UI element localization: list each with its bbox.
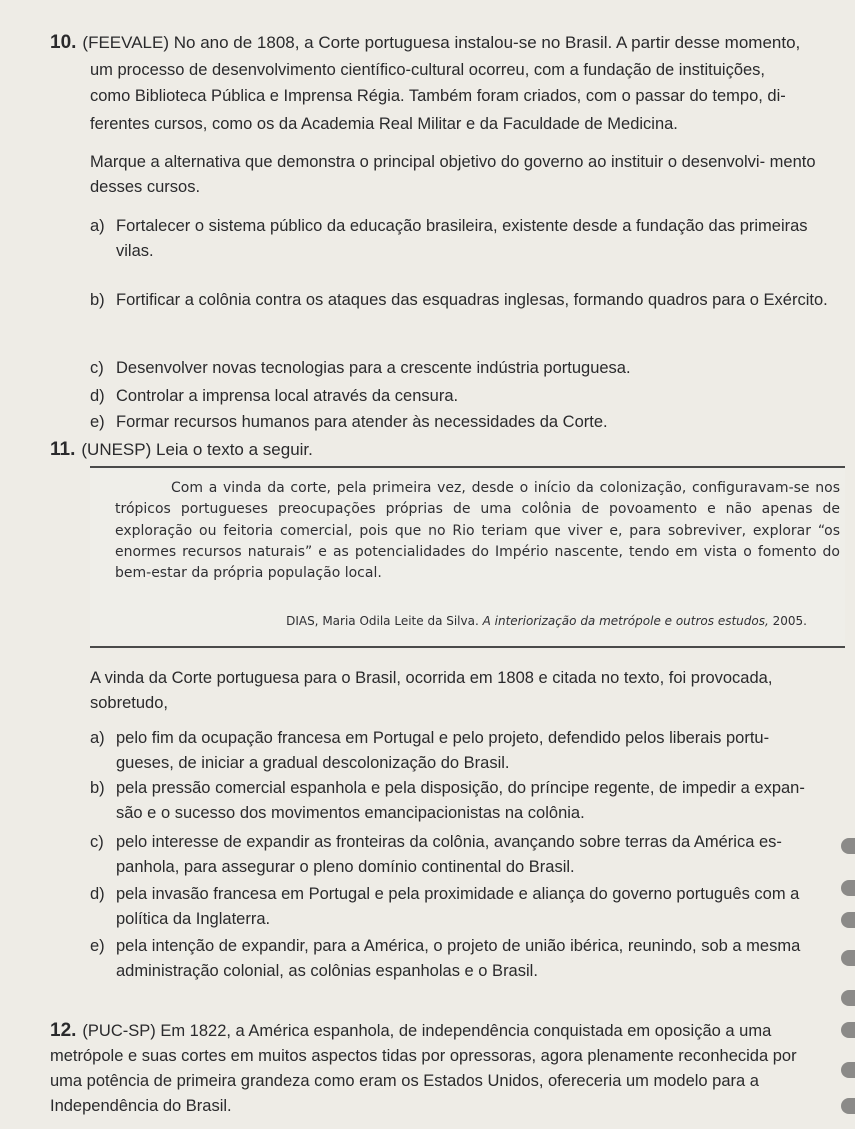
- option-a[interactable]: [90, 214, 845, 264]
- option-text: Desenvolver novas tecnologias para a crescente indústria portuguesa.: [116, 359, 631, 377]
- option-text: pela invasão francesa em Portugal e pela proximidade e aliança do governo português com a política da Inglaterra.: [116, 885, 800, 928]
- binding-mark: [841, 1062, 855, 1078]
- option-c[interactable]: [90, 830, 830, 880]
- quote-text: Com a vinda da corte, pela primeira vez, desde o início da colonização, configuravam-se nos trópicos portugueses preocupações próprias de uma colônia de povoamento e não apenas de exploração ou feitoria comercial, pois que no Rio teriam que viver e, para sobreviver, explorar “os enormes recursos naturais” e as potencialidades do Império nascente, tendo em vista o fomento do bem-estar da própria população local.: [115, 480, 840, 582]
- question-line: como Biblioteca Pública e Imprensa Régia. Também foram criados, com o passar do tempo, di-: [90, 87, 786, 105]
- quote-source: [286, 614, 807, 628]
- binding-mark: [841, 950, 855, 966]
- option-letter: e): [90, 413, 105, 431]
- question-number: 10.: [50, 32, 77, 53]
- binding-mark: [841, 1022, 855, 1038]
- option-text: Formar recursos humanos para atender às necessidades da Corte.: [116, 413, 608, 431]
- option-a[interactable]: [90, 726, 830, 776]
- binding-mark: [841, 912, 855, 928]
- question-11: [50, 437, 810, 463]
- option-b[interactable]: [90, 288, 830, 313]
- option-text: pelo fim da ocupação francesa em Portugal e pelo projeto, defendido pelos liberais portu- gueses, de iniciar a gradual descolonização do Brasil.: [116, 729, 770, 772]
- question-number: 12.: [50, 1020, 77, 1041]
- question-line: ferentes cursos, como os da Academia Real Militar e da Faculdade de Medicina.: [90, 115, 678, 133]
- option-letter: c): [90, 833, 104, 851]
- option-e[interactable]: [90, 410, 830, 435]
- question-line: um processo de desenvolvimento científico-cultural ocorreu, com a fundação de instituições,: [90, 61, 766, 79]
- option-d[interactable]: [90, 384, 830, 409]
- option-letter: d): [90, 387, 105, 405]
- binding-mark: [841, 880, 855, 896]
- question-prompt: A vinda da Corte portuguesa para o Brasil, ocorrida em 1808 e citada no texto, foi provocada, sobretudo,: [90, 669, 773, 712]
- question-text: (PUC-SP) Em 1822, a América espanhola, de independência conquistada em oposição a uma metrópole e suas cortes em muitos aspectos tidas por opressoras, agora plenamente reconhecida por uma potência de primeira grandeza como eram os Estados Unidos, ofereceria um modelo para a Independência do Brasil.: [50, 1022, 797, 1115]
- option-letter: b): [90, 779, 105, 797]
- binding-mark: [841, 838, 855, 854]
- source-title: A interiorização da metrópole e outros estudos,: [482, 614, 769, 628]
- option-e[interactable]: [90, 934, 830, 984]
- option-text: Fortalecer o sistema público da educação brasileira, existente desde a fundação das primeiras vilas.: [116, 217, 808, 260]
- option-text: Controlar a imprensa local através da censura.: [116, 387, 459, 405]
- option-letter: d): [90, 885, 105, 903]
- option-letter: a): [90, 729, 105, 747]
- option-letter: b): [90, 291, 105, 309]
- quote-box: [90, 466, 845, 648]
- option-b[interactable]: [90, 776, 830, 826]
- option-c[interactable]: [90, 356, 830, 381]
- source-year: 2005.: [772, 614, 807, 628]
- question-12: [50, 1018, 820, 1119]
- binding-mark: [841, 1098, 855, 1114]
- option-d[interactable]: [90, 882, 830, 932]
- question-prompt: Marque a alternativa que demonstra o principal objetivo do governo ao instituir o desenvolvi- mento desses cursos.: [90, 153, 816, 196]
- source-author: DIAS, Maria Odila Leite da Silva.: [286, 614, 479, 628]
- binding-mark: [841, 990, 855, 1006]
- option-letter: e): [90, 937, 105, 955]
- question-10: [50, 30, 850, 56]
- option-text: Fortificar a colônia contra os ataques das esquadras inglesas, formando quadros para o Exército.: [116, 291, 828, 309]
- option-letter: a): [90, 217, 105, 235]
- option-letter: c): [90, 359, 104, 377]
- question-intro: (UNESP) Leia o texto a seguir.: [81, 440, 313, 459]
- option-text: pela pressão comercial espanhola e pela disposição, do príncipe regente, de impedir a expan- são e o sucesso dos movimentos emancipacionistas na colônia.: [116, 779, 805, 822]
- option-text: pela intenção de expandir, para a América, o projeto de união ibérica, reunindo, sob a mesma administração colonial, as colônias espanholas e o Brasil.: [116, 937, 801, 980]
- question-number: 11.: [50, 439, 76, 460]
- question-line: (FEEVALE) No ano de 1808, a Corte portuguesa instalou-se no Brasil. A partir desse momento,: [82, 33, 801, 52]
- option-text: pelo interesse de expandir as fronteiras da colônia, avançando sobre terras da América es- panhola, para assegurar o pleno domínio continental do Brasil.: [116, 833, 782, 876]
